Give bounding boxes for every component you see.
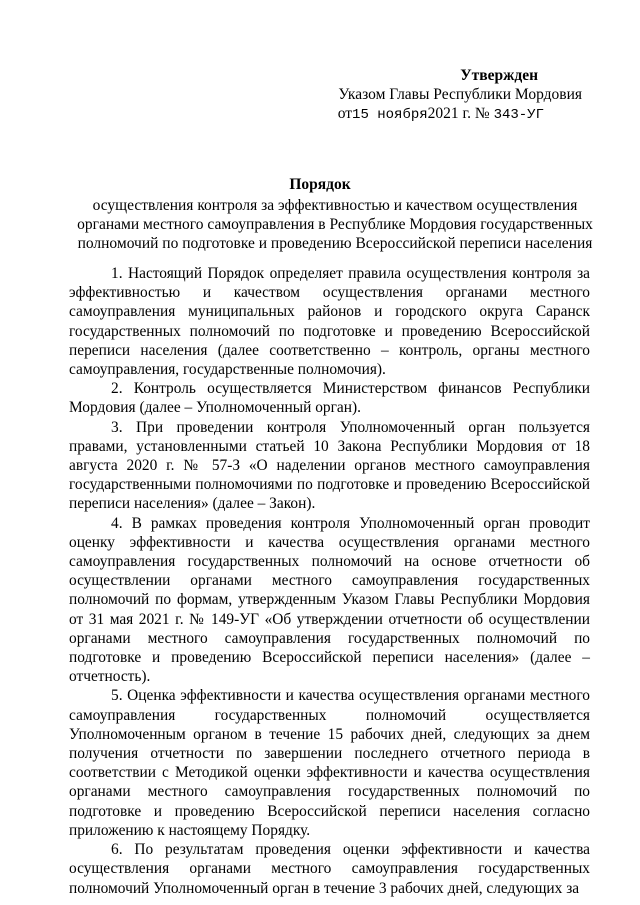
approval-block [300, 66, 590, 125]
paragraph-5: 5. Оценка эффективности и качества осуществления органами местного самоуправления государственных полномочий осуществляется Уполномоченным органом в течение 15 рабочих дней, следующих за днем получения отчетности по завершении последнего отчетного периода в соответствии с Методикой оценки эффективности и качества осуществления органами местного самоуправления государственных полномочий по подготовке и проведению Всероссийской переписи населения согласно приложению к настоящему Порядку. [69, 687, 590, 839]
paragraph-2: 2. Контроль осуществляется Министерством финансов Республики Мордовия (далее – Уполномоченный орган). [69, 380, 590, 417]
approval-date [300, 104, 590, 125]
approval-authority: Указом Главы Республики Мордовия [338, 86, 582, 103]
paragraph-3: 3. При проведении контроля Уполномоченный орган пользуется правами, установленными статьей 10 Закона Республики Мордовия от 18 августа 2020 г. № 57-З «О наделении органов местного самоуправления государственными полномочиями по подготовке и проведению Всероссийской переписи населения» (далее – Закон). [69, 418, 590, 513]
date-year: 2021 г. № [427, 105, 490, 122]
paragraph-4: 4. В рамках проведения контроля Уполномоченный орган проводит оценку эффективности и качества осуществления органами местного самоуправления государственных полномочий на основе отчетности об осуществлении органами местного самоуправления государственных полномочий по формам, утвержденным Указом Главы Республики Мордовия от 31 мая 2021 г. № 149-УГ «Об утверждении отчетности об осуществлении органами местного самоуправления государственных полномочий по подготовке и проведению Всероссийской переписи населения» (далее – отчетность). [69, 514, 590, 686]
paragraph-1: 1. Настоящий Порядок определяет правила осуществления контроля за эффективностью и качеством осуществления органами местного самоуправления муниципальных районов и городского округа Саранск государственных полномочий по подготовке и проведению Всероссийской переписи населения (далее соответственно – контроль, органы местного самоуправления, государственные полномочия). [69, 265, 590, 379]
paragraph-6: 6. По результатам проведения оценки эффективности и качества осуществления органами местного самоуправления государственных полномочий Уполномоченный орган в течение 3 рабочих дней, следующих за [69, 841, 590, 897]
date-value: 15 ноября [352, 107, 428, 123]
document-subtitle: осуществления контроля за эффективностью и качеством осуществления органами местного самоуправления в Республике Мордовия государственных полномочий по подготовке и проведению Всероссийской переписи населения [77, 197, 593, 252]
decree-number: 343-УГ [493, 107, 544, 123]
approval-title: Утвержден [460, 67, 538, 84]
date-prefix: от [337, 105, 353, 122]
document-body [69, 264, 590, 898]
document-title: Порядок [289, 176, 351, 193]
